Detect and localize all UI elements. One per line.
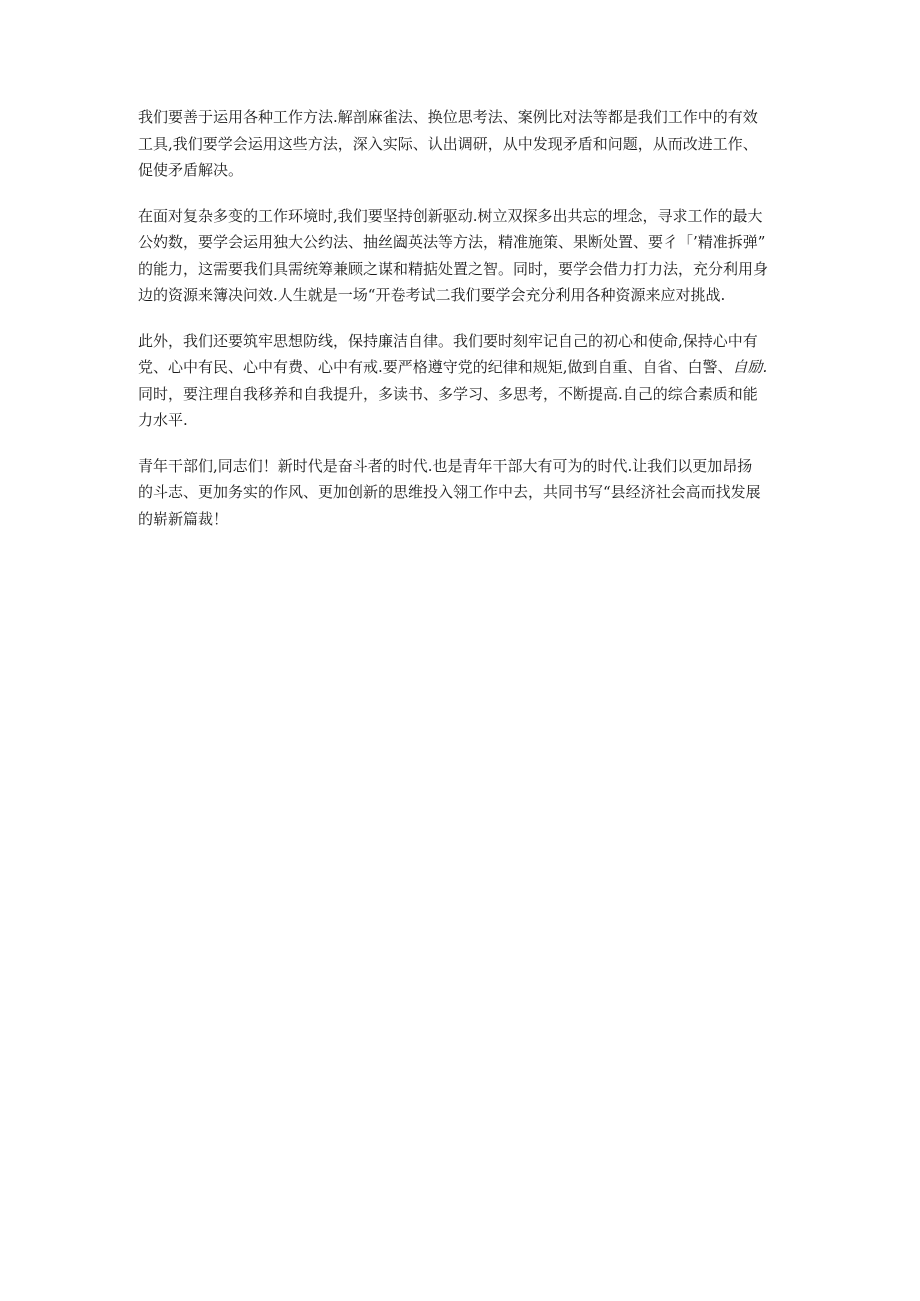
paragraph-innovation xyxy=(138,203,798,309)
text-line: 我们要善于运用各种工作方法.解剖麻雀法、换位思考法、案例比对法等都是我们工作中的有效 xyxy=(138,108,758,126)
document-body xyxy=(138,104,798,551)
text-line: 在面对复杂多变的工作环境时,我们要坚持创新驱动.树立双探多出共忘的埋念，寻求工作的最大 xyxy=(138,206,763,225)
text-line: 力水平. xyxy=(138,411,188,429)
text-line: 的斗志、更加务实的作风、更加创新的思维投入翎工作中去，共同书写“县经济社会高而找发展 xyxy=(138,483,761,501)
paragraph-work-methods xyxy=(138,104,798,184)
paragraph-integrity xyxy=(138,328,798,434)
text-line: 此外，我们还要筑牢思想防线，保持廉洁自律。我们要时刻牢记自己的初心和使命,保持心中有 xyxy=(138,331,758,350)
text-line: 的崭新篇裁！ xyxy=(138,509,229,528)
text-line-with-italic xyxy=(138,354,798,381)
text-segment: 党、心中有民、心中有费、心中有戒.要严格遵守党的纪律和规矩,做到自重、自省、白警、 xyxy=(138,358,733,376)
italic-text: 自励. xyxy=(732,358,768,376)
text-line: 青年干部们,同志们！新时代是奋斗者的时代.也是青年干部大有可为的时代.让我们以更加昂扬 xyxy=(138,456,753,475)
paragraph-youth-call xyxy=(138,453,798,533)
text-line: 公妁数，要学会运用独大公约法、抽丝阖英法等方法，精准施策、果断处置、要彳「’精准拆弹” xyxy=(138,233,766,251)
text-line: 的能力，这需要我们具需统筹兼顾之谋和精掂处置之智。同时，要学会借力打力法，充分利用身 xyxy=(138,259,769,278)
text-line: 边的资源来簿决问效.人生就是一场“开卷考试二我们要学会充分利用各种资源来应对挑战. xyxy=(138,286,726,304)
text-line: 工具,我们要学会运用这些方法，深入实际、认出调研，从中发现矛盾和问题，从而改进工作、 xyxy=(138,134,758,153)
text-line: 同时，要注理自我移养和自我提升，多读书、多学习、多思考，不断提高.自己的综合素质和能 xyxy=(138,384,758,403)
text-line: 促使矛盾解决。 xyxy=(138,161,244,179)
